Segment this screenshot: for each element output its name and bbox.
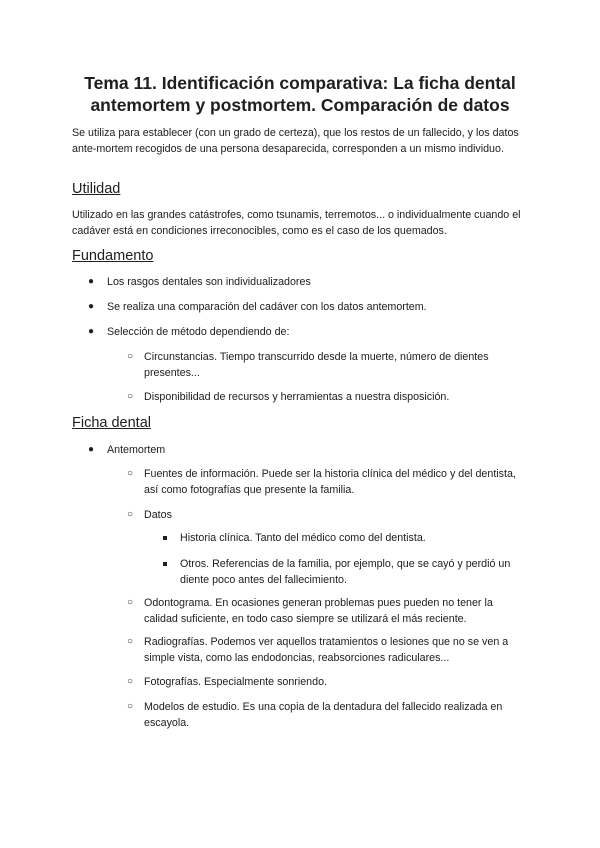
list-item-text: Selección de método dependiendo de: [107, 326, 290, 338]
bullet-circle: ○ [127, 351, 134, 362]
bullet-dot: ● [88, 326, 95, 337]
bullet-square [163, 562, 167, 566]
heading-ficha-dental: Ficha dental [72, 415, 151, 431]
utilidad-paragraph: Utilizado en las grandes catástrofes, como tsunamis, terremotos... o individualmente cuando el cadáver está en condiciones irreconocibles, como es el caso de los quemados. [72, 209, 521, 237]
intro-paragraph: Se utiliza para establecer (con un grado de certeza), que los restos de un fallecido, y los datos ante-mortem recogidos de una persona desaparecida, corresponden a un mismo individuo. [72, 127, 519, 155]
bullet-square [163, 536, 167, 540]
list-item-text: Circunstancias. Tiempo transcurrido desde la muerte, número de dientes presentes... [144, 351, 489, 379]
list-item [88, 324, 521, 340]
list-item [127, 507, 527, 523]
bullet-circle: ○ [127, 636, 134, 647]
heading-fundamento: Fundamento [72, 248, 154, 264]
list-item [163, 530, 527, 546]
list-item-text: Los rasgos dentales son individualizadores [107, 276, 311, 288]
list-item-text: Antemortem [107, 444, 166, 456]
bullet-circle: ○ [127, 701, 134, 712]
page-title [60, 72, 540, 116]
list-item [163, 556, 527, 588]
list-item-text: Fuentes de información. Puede ser la historia clínica del médico y del dentista, así como fotografías que presente la familia. [144, 468, 516, 496]
heading-utilidad: Utilidad [72, 181, 121, 197]
list-item-text: Odontograma. En ocasiones generan problemas pues pueden no tener la calidad suficiente, en todo caso siempre se utilizará el más reciente. [144, 597, 493, 625]
list-item-text: Fotografías. Especialmente sonriendo. [144, 676, 327, 688]
bullet-circle: ○ [127, 468, 134, 479]
title-line-2: antemortem y postmortem. Comparación de datos [90, 95, 510, 115]
bullet-circle: ○ [127, 676, 134, 687]
list-item-text: Otros. Referencias de la familia, por ejemplo, que se cayó y perdió un diente poco antes del fallecimiento. [180, 558, 511, 586]
list-item [88, 274, 521, 290]
list-item-text: Modelos de estudio. Es una copia de la dentadura del fallecido realizada en escayola. [144, 701, 503, 729]
list-item [127, 595, 527, 627]
list-item [127, 674, 527, 690]
list-item [127, 349, 527, 381]
bullet-circle: ○ [127, 509, 134, 520]
list-item [127, 466, 527, 498]
bullet-circle: ○ [127, 597, 134, 608]
list-item-text: Se realiza una comparación del cadáver con los datos antemortem. [107, 301, 427, 313]
list-item [127, 389, 527, 405]
list-item-text: Radiografías. Podemos ver aquellos tratamientos o lesiones que no se ven a simple vista, como las endodoncias, reabsorciones radiculares... [144, 636, 509, 664]
list-item [127, 634, 527, 666]
bullet-dot: ● [88, 301, 95, 312]
bullet-dot: ● [88, 444, 95, 455]
list-item [88, 442, 521, 458]
list-item [127, 699, 527, 731]
list-item-text: Historia clínica. Tanto del médico como del dentista. [180, 532, 426, 544]
bullet-dot: ● [88, 276, 95, 287]
bullet-circle: ○ [127, 391, 134, 402]
list-item [88, 299, 521, 315]
list-item-text: Disponibilidad de recursos y herramientas a nuestra disposición. [144, 391, 450, 403]
list-item-text: Datos [144, 509, 172, 521]
title-line-1: Tema 11. Identificación comparativa: La ficha dental [84, 73, 516, 93]
